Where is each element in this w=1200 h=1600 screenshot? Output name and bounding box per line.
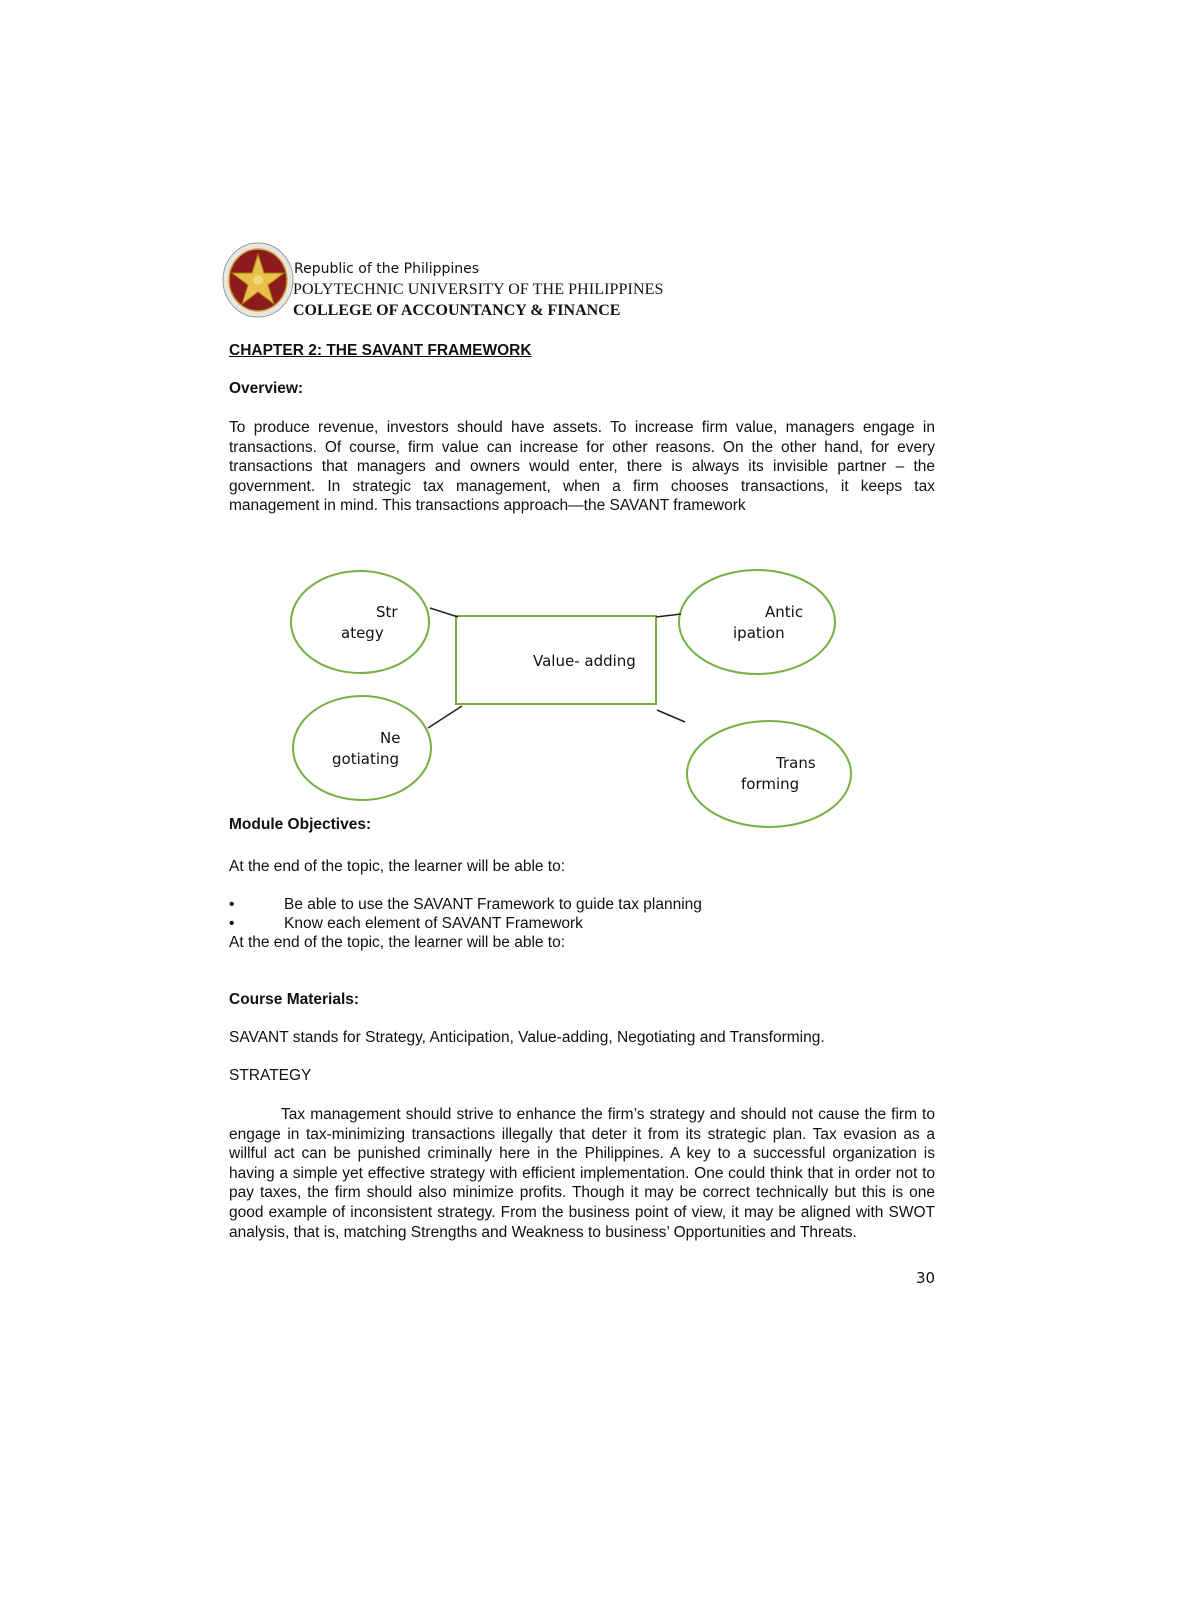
negotiating-label-1: Ne <box>380 729 401 747</box>
objective-text: Be able to use the SAVANT Framework to guide tax planning <box>284 896 702 913</box>
objective-item <box>229 896 929 916</box>
overview-heading: Overview: <box>229 380 304 397</box>
objective-text: Know each element of SAVANT Framework <box>284 915 583 932</box>
objective-item <box>229 915 929 935</box>
transforming-ellipse <box>687 721 851 827</box>
overview-paragraph: To produce revenue, investors should have assets. To increase firm value, managers engage in transactions. Of course, firm value can increase for other reasons. On the other hand, for every transactions that managers and owners would enter, there is always its invisible partner – the government. In strategic tax management, when a firm chooses transactions, it keeps tax management in mind. This transactions approach—the SAVANT framework <box>229 419 935 515</box>
anticipation-label-2: ipation <box>733 624 785 642</box>
college-name: COLLEGE OF ACCOUNTANCY & FINANCE <box>293 302 621 319</box>
strategy-label-1: Str <box>376 603 398 621</box>
strategy-section-title: STRATEGY <box>229 1067 312 1084</box>
university-name: POLYTECHNIC UNIVERSITY OF THE PHILIPPINES <box>293 281 664 298</box>
strategy-paragraph: Tax management should strive to enhance the firm’s strategy and should not cause the firm to engage in tax-minimizing transactions illegally that deter it from its strategic plan. Tax evasion as a willful act can be punished criminally here in the Philippines. A key to a successful organization is having a simple yet effective strategy with efficient implementation. One could think that in order not to pay taxes, the firm should also minimize profits. Though it may be correct technically but this is one good example of inconsistent strategy. From the business point of view, it may be aligned with SWOT analysis, that is, matching Strengths and Weakness to business’ Opportunities and Threats. <box>229 1106 935 1241</box>
negotiating-label-2: gotiating <box>332 750 400 768</box>
bullet-icon: • <box>229 915 235 932</box>
course-materials-intro: SAVANT stands for Strategy, Anticipation, Value-adding, Negotiating and Transforming. <box>229 1029 825 1046</box>
negotiating-ellipse <box>293 696 431 800</box>
transforming-label-1: Trans <box>776 754 816 772</box>
connector-transforming <box>657 710 685 722</box>
value-adding-label: Value- adding <box>533 652 636 670</box>
objectives-outro: At the end of the topic, the learner will be able to: <box>229 934 566 951</box>
strategy-label-2: ategy <box>341 624 384 642</box>
republic-line: Republic of the Philippines <box>294 261 480 277</box>
strategy-ellipse <box>291 571 429 673</box>
page-number: 30 <box>916 1269 936 1287</box>
objectives-intro: At the end of the topic, the learner will be able to: <box>229 858 566 875</box>
connector-anticipation <box>656 614 681 617</box>
connector-negotiating <box>428 706 462 728</box>
pup-seal-star-icon <box>222 242 294 318</box>
course-materials-heading: Course Materials: <box>229 991 360 1008</box>
transforming-label-2: forming <box>741 775 800 793</box>
bullet-icon: • <box>229 896 235 913</box>
objectives-heading: Module Objectives: <box>229 816 372 833</box>
anticipation-ellipse <box>679 570 835 674</box>
anticipation-label-1: Antic <box>765 603 804 621</box>
chapter-title: CHAPTER 2: THE SAVANT FRAMEWORK <box>229 342 532 359</box>
university-seal <box>222 242 294 318</box>
connector-strategy <box>430 608 458 617</box>
